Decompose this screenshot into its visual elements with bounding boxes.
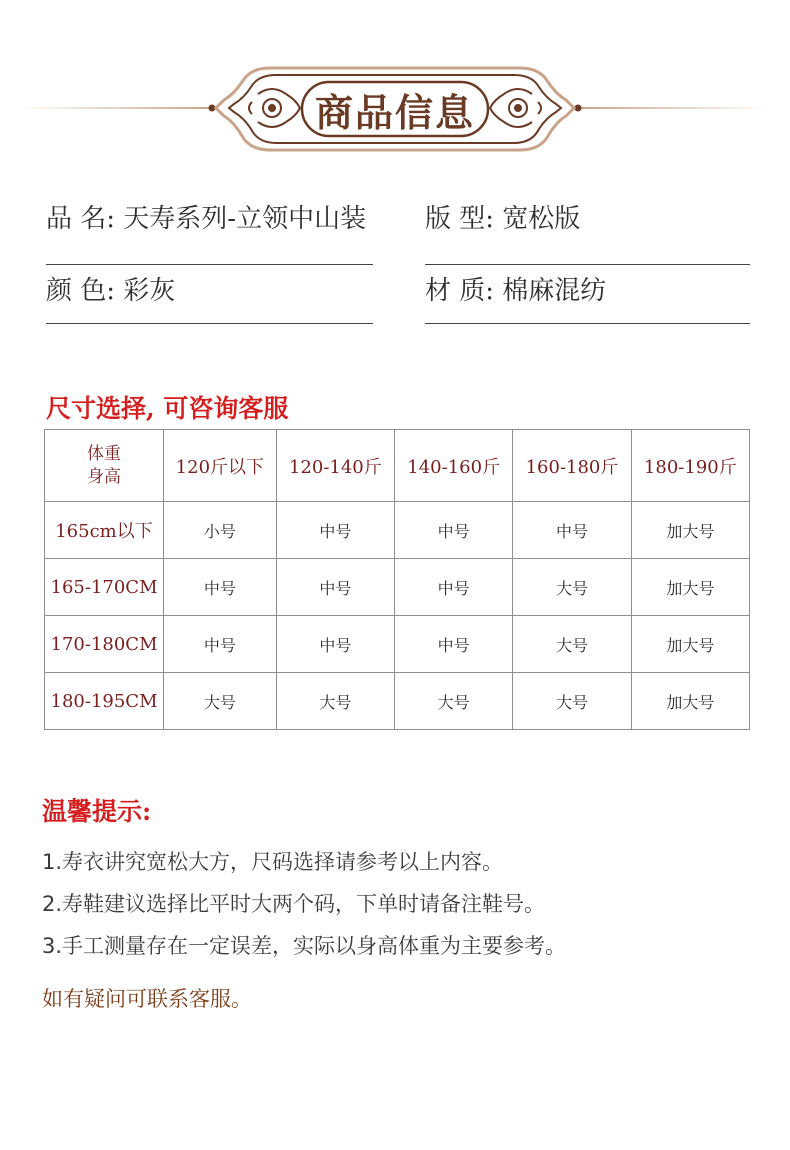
size-chart-table	[44, 429, 750, 730]
height-row-header: 165-170CM	[45, 559, 164, 616]
weight-column-header: 120斤以下	[164, 430, 277, 502]
size-cell: 大号	[513, 559, 631, 616]
table-row	[45, 673, 750, 730]
table-row	[45, 616, 750, 673]
product-name-value: 天寿系列-立领中山装	[123, 204, 367, 234]
product-name-label: 品 名:	[46, 204, 116, 234]
size-cell: 小号	[164, 502, 277, 559]
product-color-label: 颜 色:	[46, 276, 116, 306]
weight-column-header: 120-140斤	[276, 430, 394, 502]
table-row	[45, 559, 750, 616]
size-cell: 中号	[513, 502, 631, 559]
section-header	[0, 60, 790, 158]
size-cell: 大号	[276, 673, 394, 730]
size-cell: 大号	[395, 673, 513, 730]
corner-cell	[45, 430, 164, 502]
size-cell: 加大号	[631, 502, 749, 559]
size-cell: 中号	[395, 616, 513, 673]
contact-note: 如有疑问可联系客服。	[42, 987, 252, 1011]
weight-column-header: 160-180斤	[513, 430, 631, 502]
size-cell: 中号	[276, 502, 394, 559]
product-color-value: 彩灰	[123, 276, 176, 306]
product-fit-value: 宽松版	[502, 204, 581, 234]
product-fit-label: 版 型:	[425, 204, 495, 234]
size-cell: 中号	[276, 559, 394, 616]
product-material-value: 棉麻混纺	[502, 276, 607, 306]
size-section-title: 尺寸选择, 可咨询客服	[46, 394, 289, 423]
product-fit-field	[425, 206, 750, 265]
height-row-header: 170-180CM	[45, 616, 164, 673]
size-cell: 中号	[276, 616, 394, 673]
height-row-header: 165cm以下	[45, 502, 164, 559]
size-cell: 中号	[395, 559, 513, 616]
size-cell: 中号	[395, 502, 513, 559]
size-cell: 大号	[513, 673, 631, 730]
product-material-field	[425, 265, 750, 324]
size-header-row	[45, 430, 750, 502]
corner-height-label: 身高	[87, 466, 121, 487]
height-row-header: 180-195CM	[45, 673, 164, 730]
size-cell: 大号	[513, 616, 631, 673]
product-color-field	[46, 265, 373, 324]
tip-item: 3.手工测量存在一定误差，实际以身高体重为主要参考。	[42, 934, 567, 958]
product-material-label: 材 质:	[425, 276, 495, 306]
size-cell: 中号	[164, 559, 277, 616]
size-cell: 中号	[164, 616, 277, 673]
tips-title: 温馨提示:	[42, 797, 152, 826]
size-cell: 加大号	[631, 616, 749, 673]
weight-column-header: 180-190斤	[631, 430, 749, 502]
size-cell: 大号	[164, 673, 277, 730]
size-cell: 加大号	[631, 559, 749, 616]
tip-item: 2.寿鞋建议选择比平时大两个码，下单时请备注鞋号。	[42, 892, 546, 916]
section-title: 商品信息	[314, 90, 475, 135]
size-cell: 加大号	[631, 673, 749, 730]
corner-weight-label: 体重	[87, 444, 121, 465]
product-name-field	[46, 206, 373, 265]
tip-item: 1.寿衣讲究宽松大方，尺码选择请参考以上内容。	[42, 850, 504, 874]
weight-column-header: 140-160斤	[395, 430, 513, 502]
table-row	[45, 502, 750, 559]
